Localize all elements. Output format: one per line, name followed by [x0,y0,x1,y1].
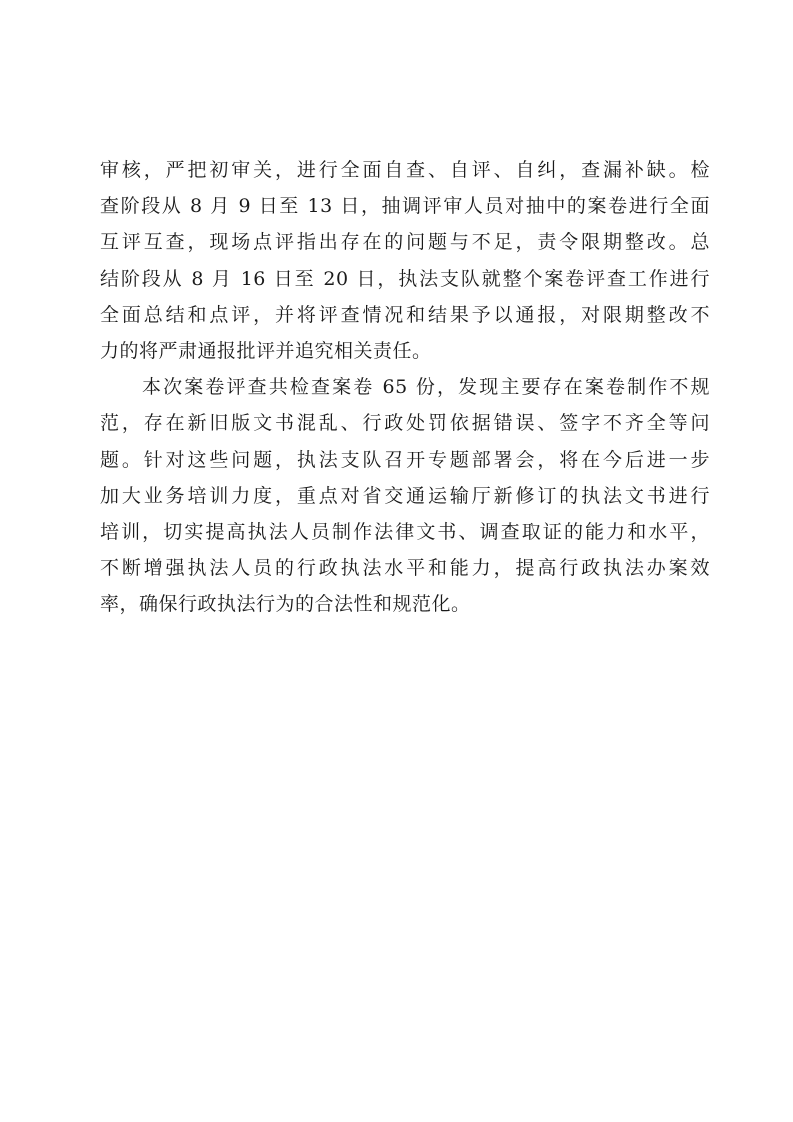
text-line: 加大业务培训力度，重点对省交通运输厅新修订的执法文书进行 [100,484,710,507]
text-line: 范，存在新旧版文书混乱、行政处罚依据错误、签字不齐全等问 [100,412,710,435]
text-line: 全面总结和点评，并将评查情况和结果予以通报，对限期整改不 [100,303,710,326]
text-line: 审核，严把初审关，进行全面自查、自评、自纠，查漏补缺。检 [100,159,710,181]
text-line: 互评互查，现场点评指出存在的问题与不足，责令限期整改。总 [100,231,710,254]
text-line: 本次案卷评查共检查案卷 65 份，发现主要存在案卷制作不规 [142,376,710,399]
text-line: 力的将严肃通报批评并追究相关责任。 [100,340,432,363]
text-line: 结阶段从 8 月 16 日至 20 日，执法支队就整个案卷评查工作进行 [100,267,710,290]
text-line: 查阶段从 8 月 9 日至 13 日，抽调评审人员对抽中的案卷进行全面 [100,195,710,218]
text-line: 不断增强执法人员的行政执法水平和能力，提高行政执法办案效 [100,557,710,580]
document-body [100,152,710,623]
text-line: 率，确保行政执法行为的合法性和规范化。 [100,593,471,616]
text-line: 题。针对这些问题，执法支队召开专题部署会，将在今后进一步 [100,448,710,471]
paragraph-2 [100,369,710,622]
paragraph-1 [100,152,710,369]
text-line: 培训，切实提高执法人员制作法律文书、调查取证的能力和水平， [100,521,710,544]
